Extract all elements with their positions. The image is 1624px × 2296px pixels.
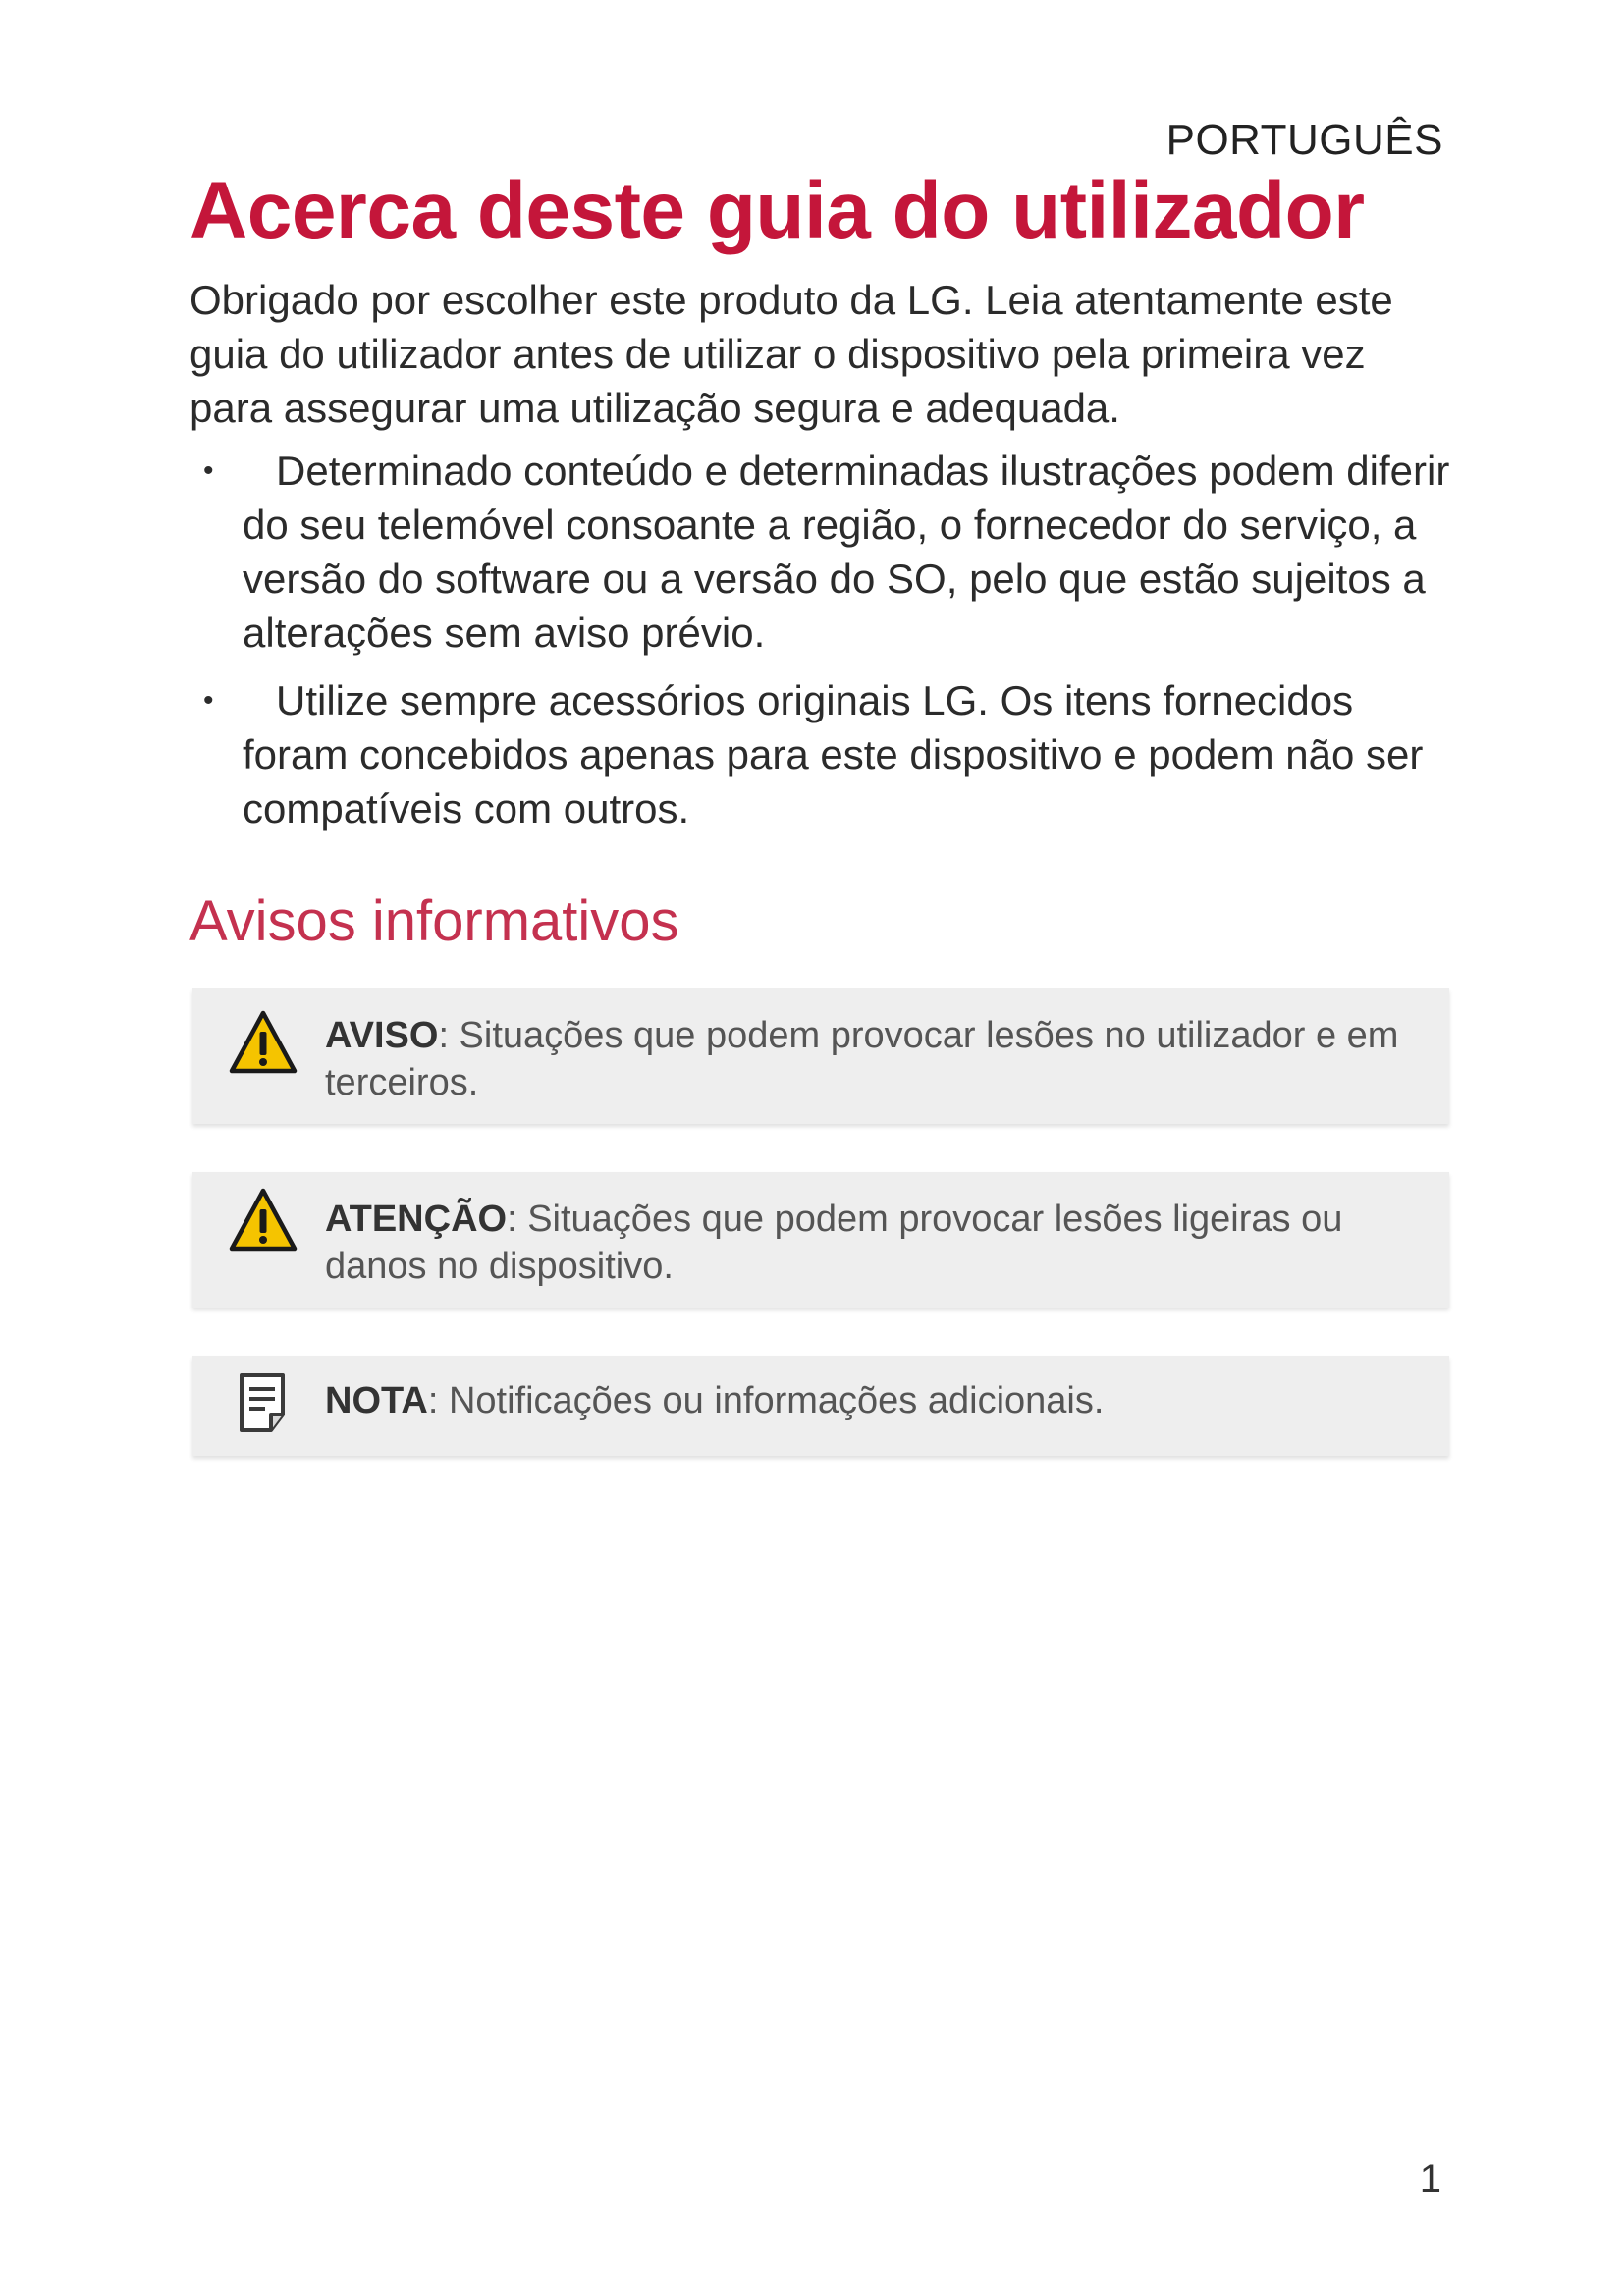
- warning-notice: [192, 988, 1449, 1124]
- bullet-marker: •: [203, 684, 214, 717]
- note-notice: [192, 1356, 1449, 1456]
- warning-triangle-icon: [228, 1008, 298, 1077]
- bullet-text: Determinado conteúdo e determinadas ilustrações podem diferir do seu telemóvel consoante a região, o fornecedor do serviço, a versão do software ou a versão do SO, pelo que estão sujeitos a alterações sem aviso prévio.: [243, 448, 1450, 656]
- warning-description: Situações que podem provocar lesões no utilizador e em terceiros.: [325, 1015, 1399, 1103]
- note-icon: [228, 1369, 298, 1438]
- warning-label: AVISO: [325, 1015, 439, 1056]
- section-title: Avisos informativos: [189, 889, 679, 953]
- note-description: Notificações ou informações adicionais.: [438, 1380, 1105, 1421]
- bullet-text: Utilize sempre acessórios originais LG. Os itens fornecidos foram concebidos apenas para este dispositivo e podem não ser compatíveis com outros.: [243, 677, 1424, 831]
- bullet-list: [189, 444, 1456, 849]
- bullet-marker: •: [203, 454, 214, 487]
- caution-description: Situações que podem provocar lesões ligeiras ou danos no dispositivo.: [325, 1199, 1343, 1287]
- label-separator: :: [507, 1199, 517, 1240]
- language-label: PORTUGUÊS: [1165, 116, 1443, 164]
- page-number: 1: [1419, 2158, 1441, 2201]
- caution-notice: [192, 1172, 1449, 1308]
- list-item: [189, 444, 1456, 660]
- label-separator: :: [438, 1015, 449, 1056]
- list-item: [189, 673, 1456, 835]
- label-separator: :: [427, 1380, 439, 1421]
- note-notice-text: [325, 1377, 1410, 1424]
- note-label: NOTA: [325, 1380, 428, 1421]
- caution-notice-text: [325, 1196, 1410, 1290]
- warning-notice-text: [325, 1012, 1410, 1106]
- caution-label: ATENÇÃO: [325, 1199, 508, 1240]
- caution-triangle-icon: [228, 1186, 298, 1255]
- intro-paragraph: Obrigado por escolher este produto da LG. Leia atentamente este guia do utilizador antes de utilizar o dispositivo pela primeira vez para assegurar uma utilização segura e adequada.: [189, 277, 1393, 431]
- page-title: Acerca deste guia do utilizador: [189, 166, 1365, 255]
